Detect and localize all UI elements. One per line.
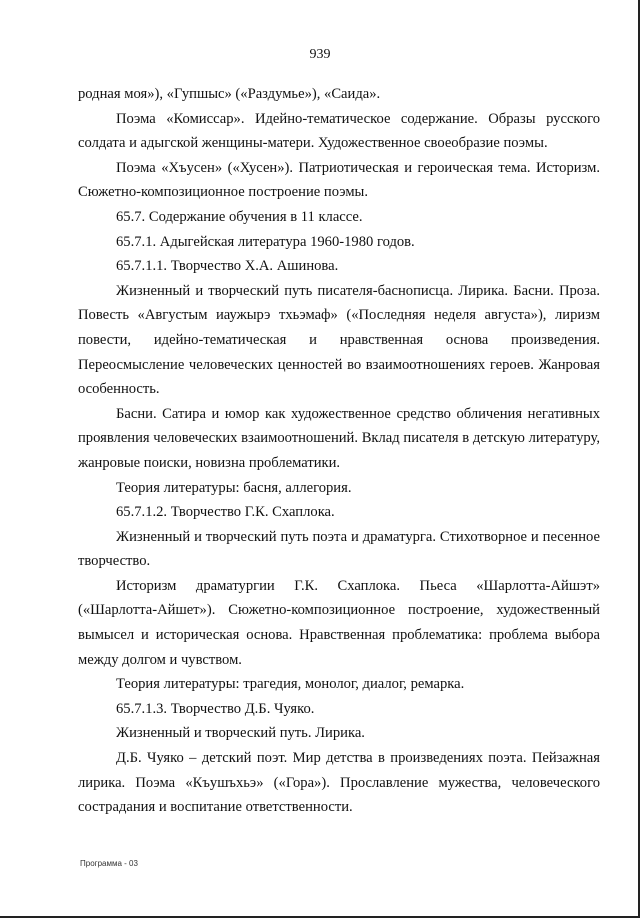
paragraph: Жизненный и творческий путь поэта и драматурга. Стихотворное и песенное творчество.: [78, 528, 600, 570]
paragraph: Басни. Сатира и юмор как художественное средство обличения негативных проявления человеческих взаимоотношений. Вклад писателя в детскую литературу, жанровые поиски, новизна проблематики.: [78, 405, 600, 471]
paragraph: Д.Б. Чуяко – детский поэт. Мир детства в произведениях поэта. Пейзажная лирика. Поэма «Къушъхьэ» («Гора»). Прославление мужества, человеческого сострадания и воспитание ответственности.: [78, 750, 600, 816]
paragraph: Историзм драматургии Г.К. Схаплока. Пьеса «Шарлотта-Айшэт» («Шарлотта-Айшет»). Сюжетно-композиционное построение, художественный вымысел и историческая основа. Нравственная проблематика: проблема выбора между долгом и чувством.: [78, 577, 600, 668]
paragraph: Поэма «Хъусен» («Хусен»). Патриотическая и героическая тема. Историзм. Сюжетно-композиционное построение поэмы.: [78, 159, 600, 201]
section-heading: 65.7. Содержание обучения в 11 классе.: [116, 208, 363, 225]
document-body: [78, 82, 600, 820]
section-heading: 65.7.1.2. Творчество Г.К. Схаплока.: [116, 504, 335, 521]
paragraph: Теория литературы: трагедия, монолог, диалог, ремарка.: [116, 676, 465, 693]
paragraph: родная моя»), «Гупшыс» («Раздумье»), «Саида».: [78, 86, 381, 102]
footer-label: Программа - 03: [80, 859, 138, 868]
section-heading: 65.7.1.3. Творчество Д.Б. Чуяко.: [116, 700, 315, 717]
section-heading: 65.7.1. Адыгейская литература 1960-1980 годов.: [116, 233, 415, 250]
paragraph: Теория литературы: басня, аллегория.: [116, 479, 352, 496]
page-number: 939: [309, 47, 331, 62]
paragraph: Жизненный и творческий путь писателя-баснописца. Лирика. Басни. Проза. Повесть «Августым иаужырэ тхьэмаф» («Последняя неделя августа»), лиризм повести, идейно-тематическая и нравственная основа произведения. Переосмысление человеческих ценностей во взаимоотношениях героев. Жанровая особенность.: [78, 282, 600, 398]
section-heading: 65.7.1.1. Творчество Х.А. Ашинова.: [116, 258, 339, 275]
paragraph: Жизненный и творческий путь. Лирика.: [116, 725, 365, 742]
paragraph: Поэма «Комиссар». Идейно-тематическое содержание. Образы русского солдата и адыгской женщины-матери. Художественное своеобразие поэмы.: [78, 110, 600, 152]
